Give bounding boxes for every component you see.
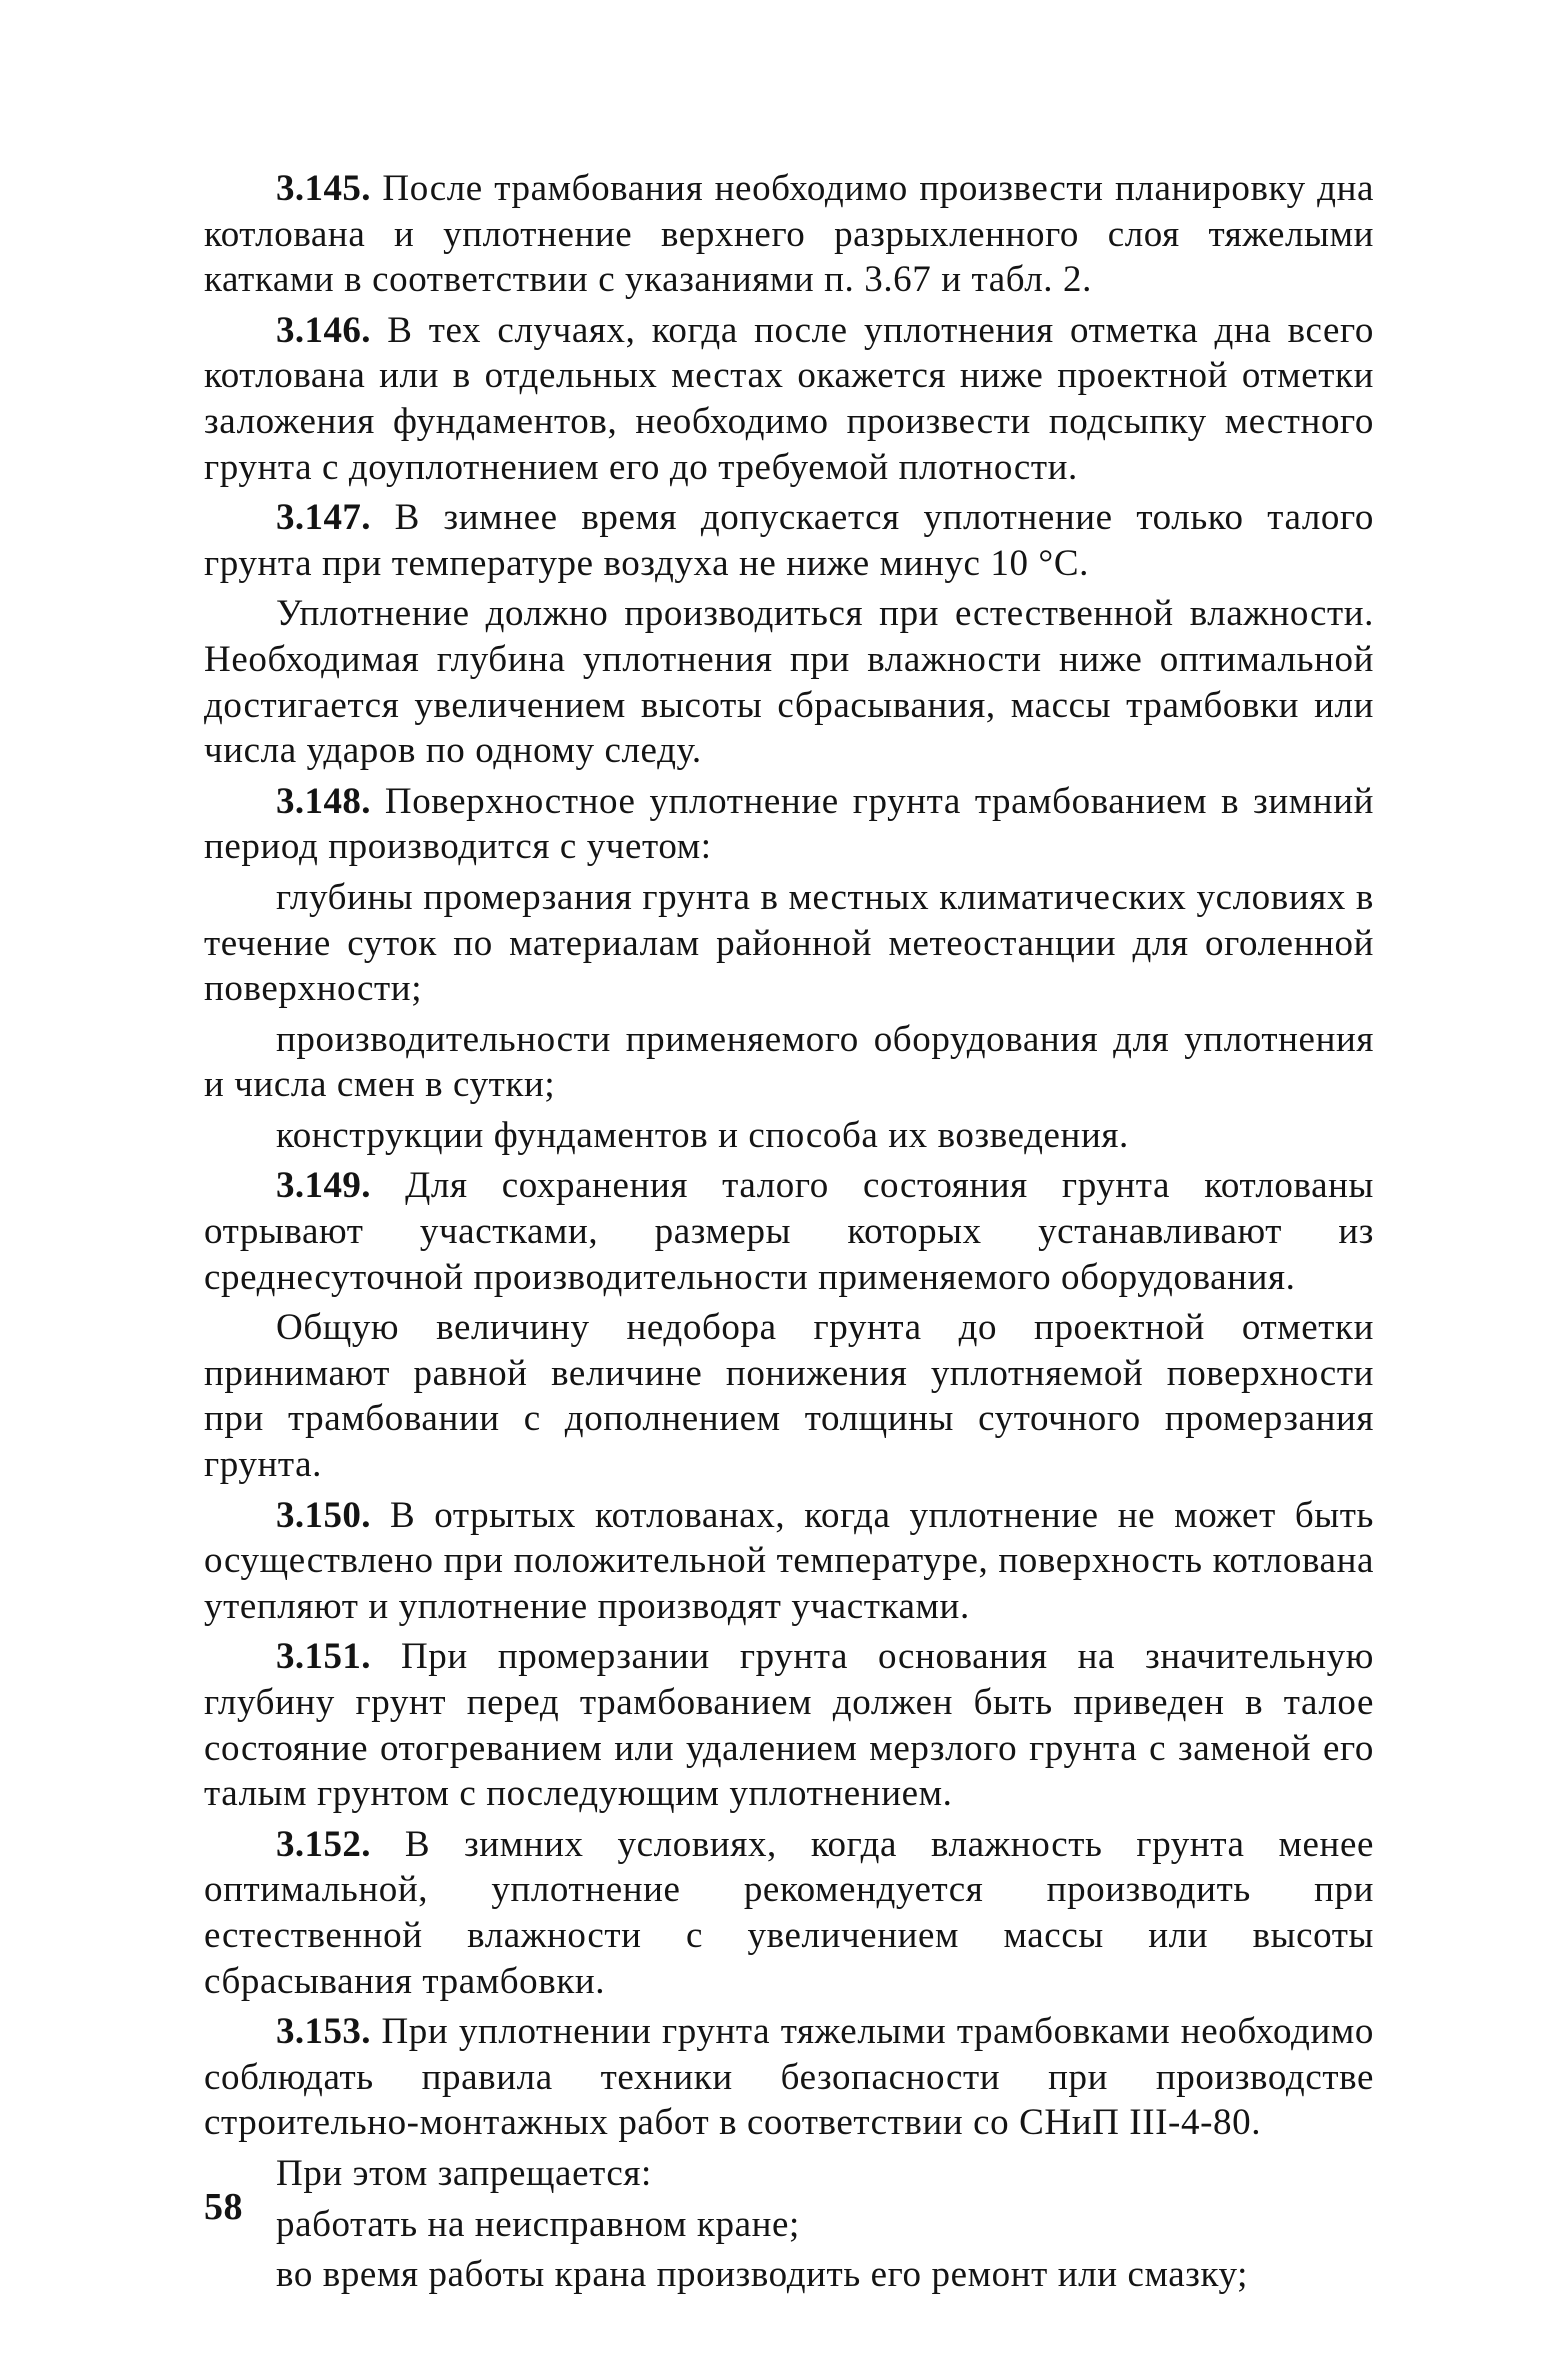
paragraph-text: В зимних условиях, когда влажность грунта менее оптимальной, уплотнение рекомендуется производить при естественной влажности с увеличением массы или высоты сбрасывания трамбовки.: [204, 1823, 1374, 2002]
paragraph-text: глубины промерзания грунта в местных климатических условиях в течение суток по материалам районной метеостанции для оголенной поверхности;: [204, 876, 1374, 1010]
list-item-freezing-depth: [204, 875, 1374, 1012]
paragraph-3-153: [204, 2009, 1374, 2146]
paragraph-text: конструкции фундаментов и способа их возведения.: [276, 1114, 1129, 1156]
paragraph-text: При этом запрещается:: [276, 2152, 652, 2194]
paragraph-3-151: [204, 1634, 1374, 1816]
page-body: [204, 166, 1374, 2303]
paragraph-text: Поверхностное уплотнение грунта трамбованием в зимний период производится с учетом:: [204, 780, 1374, 868]
paragraph-text: В отрытых котлованах, когда уплотнение не может быть осуществлено при положительной температуре, поверхность котлована утепляют и уплотнение производят участками.: [204, 1494, 1374, 1627]
paragraph-number: 3.145.: [276, 168, 371, 209]
paragraph-text: В тех случаях, когда после уплотнения отметка дна всего котлована или в отдельных местах окажется ниже проектной отметки заложения фундаментов, необходимо произвести подсыпку местного грунта с доуплотнением его до требуемой плотности.: [204, 309, 1374, 488]
paragraph-text: Для сохранения талого состояния грунта котлованы отрывают участками, размеры которых устанавливают из среднесуточной производительности применяемого оборудования.: [204, 1165, 1374, 1298]
paragraph-3-149: [204, 1163, 1374, 1300]
paragraph-shortfall: [204, 1305, 1374, 1487]
paragraph-3-147: [204, 495, 1374, 586]
paragraph-3-145: [204, 166, 1374, 303]
paragraph-number: 3.153.: [276, 2011, 371, 2053]
paragraph-number: 3.152.: [276, 1823, 371, 1865]
paragraph-text: работать на неисправном кране;: [276, 2203, 800, 2245]
paragraph-number: 3.151.: [276, 1636, 371, 1678]
page-number: 58: [204, 2186, 243, 2228]
list-item-equipment-productivity: [204, 1017, 1374, 1108]
list-item-crane-repair: [204, 2252, 1374, 2298]
paragraph-3-152: [204, 1822, 1374, 2004]
paragraph-text: Общую величину недобора грунта до проектной отметки принимают равной величине понижения уплотняемой поверхности при трамбовании с дополнением толщины суточного промерзания грунта.: [204, 1307, 1374, 1486]
paragraph-text: При уплотнении грунта тяжелыми трамбовками необходимо соблюдать правила техники безопасности при производстве строительно-монтажных работ в соответствии со СНиП III-4-80.: [204, 2011, 1374, 2144]
paragraph-text: производительности применяемого оборудования для уплотнения и числа смен в сутки;: [204, 1018, 1374, 1106]
paragraph-number: 3.148.: [276, 780, 371, 822]
paragraph-prohibited: [204, 2151, 1374, 2197]
paragraph-number: 3.149.: [276, 1165, 371, 1207]
paragraph-text: во время работы крана производить его ремонт или смазку;: [276, 2254, 1249, 2296]
paragraph-moisture: [204, 591, 1374, 773]
paragraph-text: После трамбования необходимо произвести планировку дна котлована и уплотнение верхнего разрыхленного слоя тяжелыми катками в соответствии с указаниями п. 3.67 и табл. 2.: [204, 168, 1374, 301]
list-item-foundation-design: [204, 1113, 1374, 1159]
paragraph-number: 3.150.: [276, 1494, 371, 1536]
paragraph-text: Уплотнение должно производиться при естественной влажности. Необходимая глубина уплотнения при влажности ниже оптимальной достигается увеличением высоты сбрасывания, массы трамбовки или числа ударов по одному следу.: [204, 593, 1374, 772]
paragraph-3-146: [204, 308, 1374, 490]
paragraph-3-148: [204, 779, 1374, 870]
paragraph-text: При промерзании грунта основания на значительную глубину грунт перед трамбованием должен быть приведен в талое состояние отогреванием или удалением мерзлого грунта с заменой его талым грунтом с последующим уплотнением.: [204, 1636, 1374, 1815]
paragraph-number: 3.146.: [276, 309, 371, 351]
paragraph-text: В зимнее время допускается уплотнение только талого грунта при температуре воздуха не ниже минус 10 °С.: [204, 497, 1374, 584]
paragraph-number: 3.147.: [276, 497, 371, 539]
list-item-faulty-crane: [204, 2202, 1374, 2248]
paragraph-3-150: [204, 1493, 1374, 1630]
